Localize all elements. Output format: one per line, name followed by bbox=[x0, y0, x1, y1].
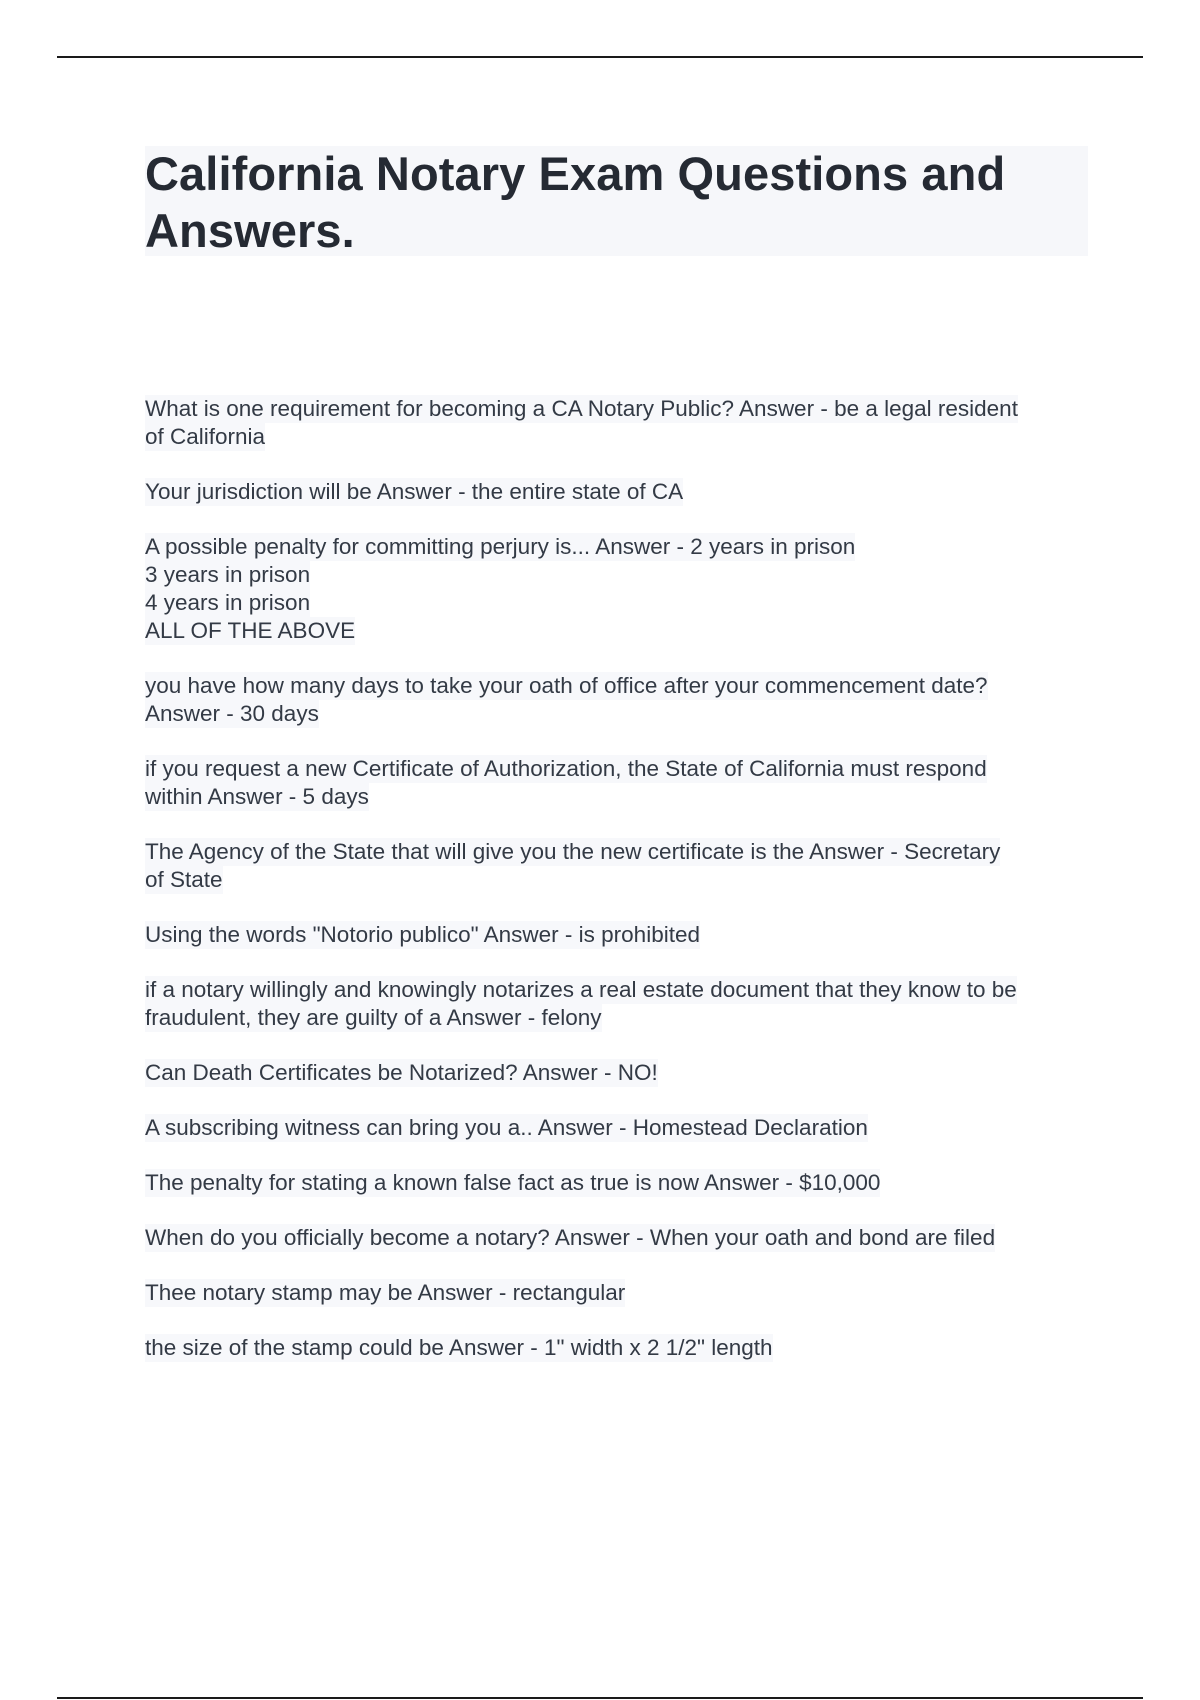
qa-item bbox=[145, 976, 1095, 1032]
qa-list bbox=[145, 395, 1095, 1389]
qa-line: ALL OF THE ABOVE bbox=[145, 618, 356, 643]
qa-line: you have how many days to take your oath of office after your commencement date? bbox=[145, 673, 988, 698]
qa-item bbox=[145, 755, 1095, 811]
qa-line: fraudulent, they are guilty of a Answer - felony bbox=[145, 1005, 602, 1030]
qa-item bbox=[145, 533, 1095, 645]
qa-line: 3 years in prison bbox=[145, 562, 311, 587]
page-title: California Notary Exam Questions and Answers. bbox=[145, 147, 1006, 257]
qa-line: What is one requirement for becoming a CA Notary Public? Answer - be a legal resident bbox=[145, 396, 1018, 421]
qa-item bbox=[145, 395, 1095, 451]
qa-line: When do you officially become a notary? Answer - When your oath and bond are filed bbox=[145, 1225, 996, 1250]
qa-line: Answer - 30 days bbox=[145, 701, 319, 726]
qa-line: if a notary willingly and knowingly notarizes a real estate document that they know to be bbox=[145, 977, 1017, 1002]
qa-item bbox=[145, 1279, 1095, 1307]
qa-line: A possible penalty for committing perjury is... Answer - 2 years in prison bbox=[145, 534, 856, 559]
qa-line: within Answer - 5 days bbox=[145, 784, 369, 809]
qa-line: if you request a new Certificate of Authorization, the State of California must respond bbox=[145, 756, 987, 781]
qa-line: Thee notary stamp may be Answer - rectangular bbox=[145, 1280, 626, 1305]
qa-item bbox=[145, 672, 1095, 728]
qa-line: Using the words "Notorio publico" Answer - is prohibited bbox=[145, 922, 700, 947]
qa-item bbox=[145, 1169, 1095, 1197]
qa-line: The penalty for stating a known false fact as true is now Answer - $10,000 bbox=[145, 1170, 881, 1195]
qa-item bbox=[145, 921, 1095, 949]
qa-line: Your jurisdiction will be Answer - the entire state of CA bbox=[145, 479, 684, 504]
bottom-divider bbox=[57, 1697, 1143, 1699]
qa-item bbox=[145, 1114, 1095, 1142]
qa-line: A subscribing witness can bring you a.. Answer - Homestead Declaration bbox=[145, 1115, 868, 1140]
qa-item bbox=[145, 1059, 1095, 1087]
top-divider bbox=[57, 56, 1143, 58]
qa-item bbox=[145, 1334, 1095, 1362]
qa-line: of State bbox=[145, 867, 223, 892]
qa-line: 4 years in prison bbox=[145, 590, 311, 615]
qa-item bbox=[145, 838, 1095, 894]
qa-line: of California bbox=[145, 424, 266, 449]
qa-item bbox=[145, 478, 1095, 506]
qa-line: The Agency of the State that will give you the new certificate is the Answer - Secretary bbox=[145, 839, 1001, 864]
qa-line: Can Death Certificates be Notarized? Answer - NO! bbox=[145, 1060, 658, 1085]
qa-line: the size of the stamp could be Answer - 1" width x 2 1/2" length bbox=[145, 1335, 773, 1360]
qa-item bbox=[145, 1224, 1095, 1252]
